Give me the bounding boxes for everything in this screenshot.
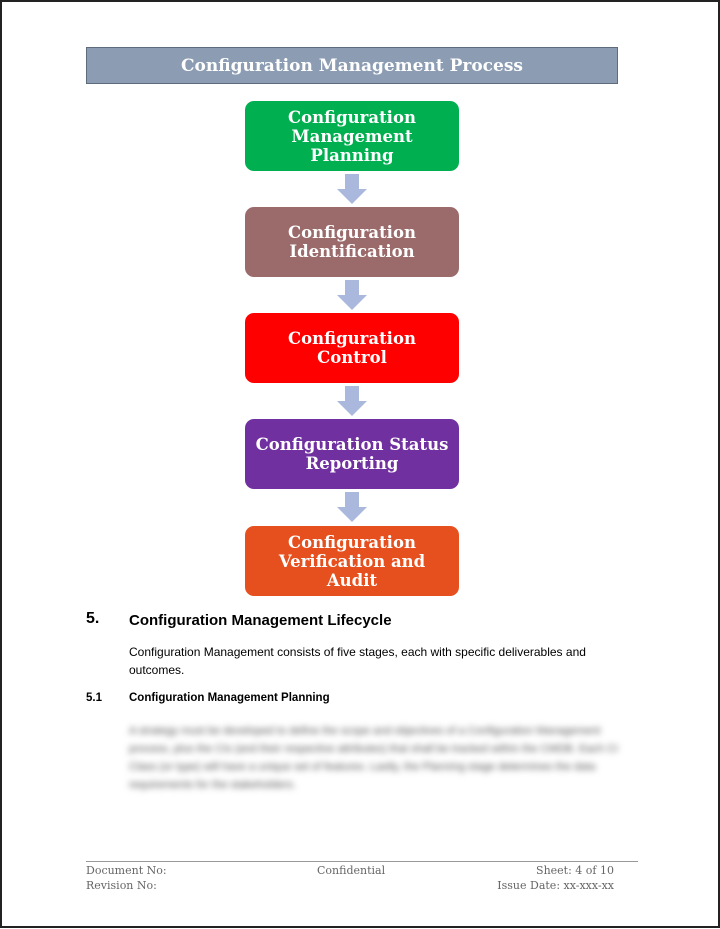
process-title: Configuration Management Process: [181, 55, 523, 76]
footer-revision-no: Revision No:: [86, 879, 157, 892]
subsection-number: 5.1: [86, 692, 102, 704]
stage-label: Configuration Control: [288, 329, 416, 367]
stage-box-control: [245, 313, 459, 383]
down-arrow-icon: [337, 280, 367, 310]
process-title-banner: [86, 47, 618, 84]
stage-label: Configuration Identification: [288, 223, 416, 261]
footer-sheet: Sheet: 4 of 10: [536, 864, 614, 877]
stage-label: Configuration Management Planning: [288, 107, 416, 165]
stage-box-status-reporting: [245, 419, 459, 489]
down-arrow-icon: [337, 386, 367, 416]
stage-box-planning: [245, 101, 459, 171]
section-number: 5.: [86, 610, 100, 627]
footer-document-no: Document No:: [86, 864, 167, 877]
subsection-title: Configuration Management Planning: [129, 692, 330, 704]
down-arrow-icon: [337, 492, 367, 522]
down-arrow-icon: [337, 174, 367, 204]
footer-confidential: Confidential: [317, 864, 386, 877]
footer-divider: [86, 861, 638, 862]
footer-issue-date: Issue Date: xx-xxx-xx: [497, 879, 614, 892]
section-paragraph: Configuration Management consists of five stages, each with specific deliverables and outcomes.: [129, 645, 586, 677]
stage-box-verification-audit: [245, 526, 459, 596]
stage-label: Configuration Status Reporting: [255, 435, 449, 473]
section-title: Configuration Management Lifecycle: [129, 612, 392, 629]
blurred-paragraph: A strategy must be developed to define the scope and objectives of a Configuration Management process, plus the CIs (and their respective attributes) that shall be tracked within the CMDB. Each CI Class (or type) will have a unique set of features. Lastly, the Planning stage determines the data requirements for the stakeholders.: [129, 725, 619, 791]
stage-label: Configuration Verification and Audit: [278, 532, 426, 590]
stage-box-identification: [245, 207, 459, 277]
